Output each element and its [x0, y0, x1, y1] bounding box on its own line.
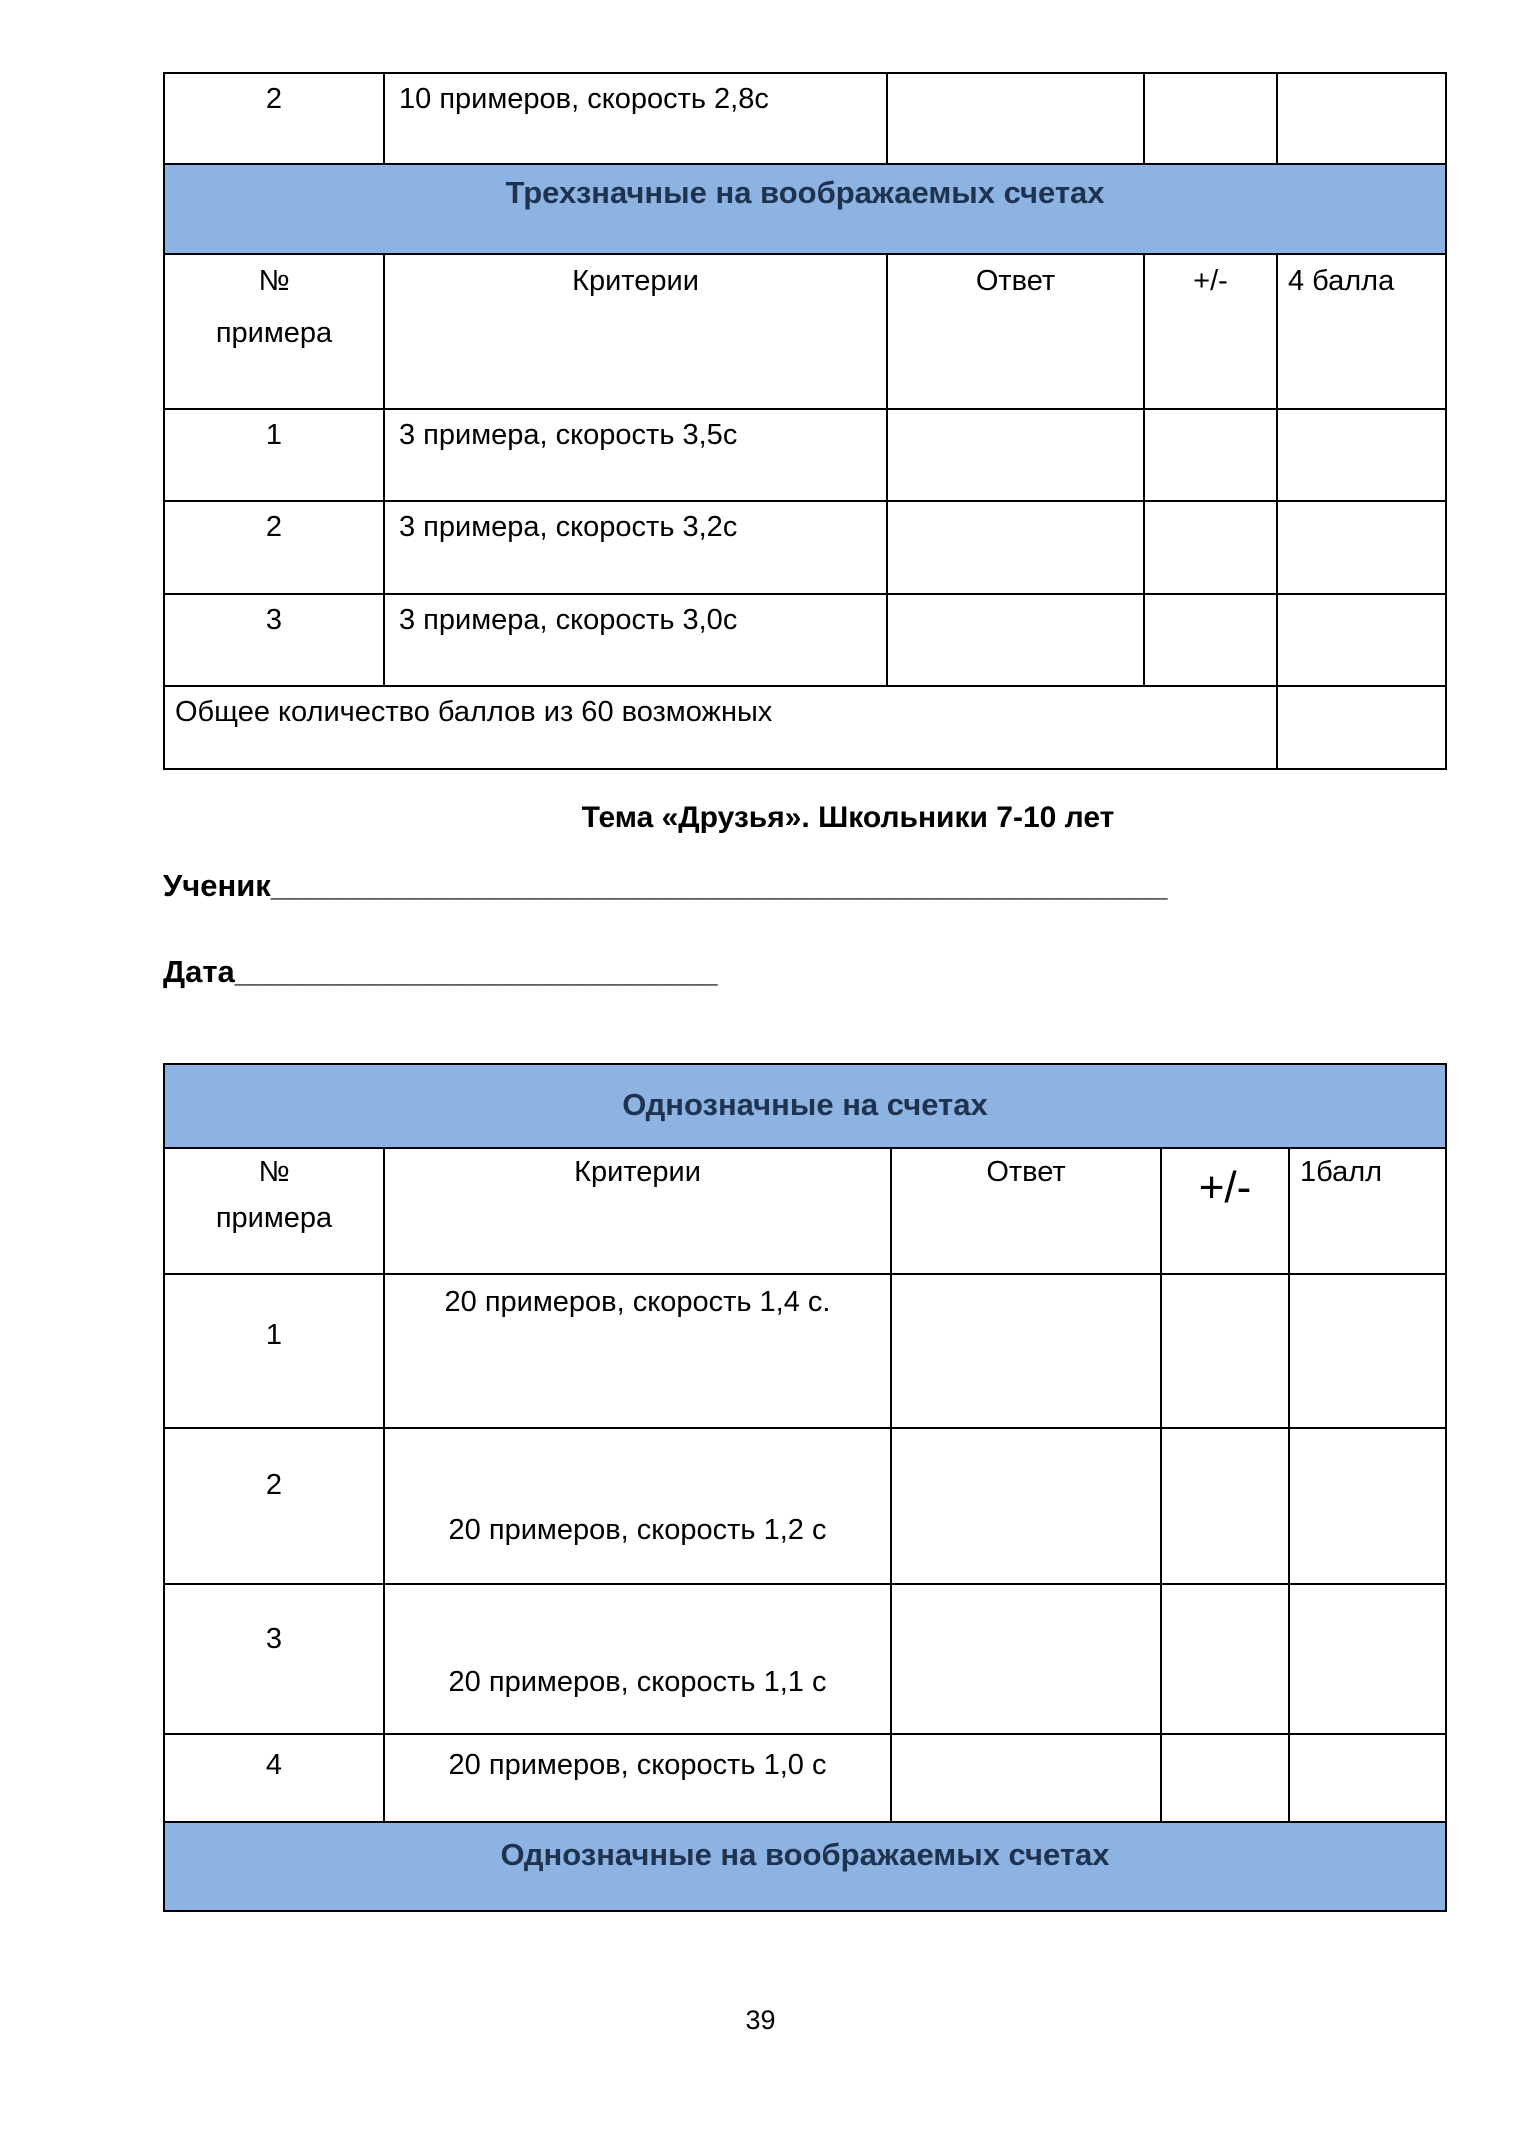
- student-line: [163, 866, 1167, 906]
- criteria-cell: 20 примеров, скорость 1,0 с: [384, 1734, 891, 1822]
- header-answer: Ответ: [891, 1148, 1161, 1274]
- table-row: [164, 1428, 1446, 1584]
- plus-minus-cell: [1161, 1734, 1289, 1822]
- answer-cell: [887, 594, 1144, 686]
- section-band-row: [164, 1064, 1446, 1148]
- header-points: 1балл: [1289, 1148, 1446, 1274]
- answer-cell: [887, 409, 1144, 501]
- answer-cell: [891, 1428, 1161, 1584]
- criteria-cell: 3 примера, скорость 3,0с: [384, 594, 887, 686]
- table-row: [164, 409, 1446, 501]
- points-cell: [1289, 1734, 1446, 1822]
- total-row: [164, 686, 1446, 769]
- student-blank: ____________________________________________________: [270, 868, 1168, 903]
- header-num-line1: №: [258, 265, 290, 297]
- answer-cell: [887, 501, 1144, 594]
- total-label-cell: Общее количество баллов из 60 возможных: [164, 686, 1277, 769]
- example-number-cell: 1: [164, 1274, 384, 1428]
- criteria-cell: 3 примера, скорость 3,5с: [384, 409, 887, 501]
- points-cell: [1289, 1274, 1446, 1428]
- example-number-cell: 2: [164, 501, 384, 594]
- header-criteria: Критерии: [384, 254, 887, 409]
- points-cell: [1289, 1428, 1446, 1584]
- points-cell: [1277, 594, 1446, 686]
- example-number-cell: 2: [164, 73, 384, 164]
- score-table-single-digit: [163, 1063, 1447, 1912]
- header-example-number: [164, 254, 384, 409]
- plus-minus-cell: [1144, 594, 1277, 686]
- answer-cell: [887, 73, 1144, 164]
- criteria-cell: 20 примеров, скорость 1,4 с.: [384, 1274, 891, 1428]
- section-band-row: [164, 1822, 1446, 1911]
- criteria-cell: 20 примеров, скорость 1,2 с: [384, 1428, 891, 1584]
- points-cell: [1277, 409, 1446, 501]
- header-criteria: Критерии: [384, 1148, 891, 1274]
- header-num-line2: примера: [215, 1202, 333, 1234]
- header-row: [164, 254, 1446, 409]
- date-blank: ____________________________: [234, 954, 718, 989]
- criteria-cell: 3 примера, скорость 3,2с: [384, 501, 887, 594]
- example-number-cell: 4: [164, 1734, 384, 1822]
- date-label: Дата: [163, 954, 235, 989]
- date-line: [163, 952, 718, 992]
- theme-title: Тема «Друзья». Школьники 7-10 лет: [581, 801, 1115, 834]
- example-number-cell: 3: [164, 594, 384, 686]
- header-plus-minus: +/-: [1161, 1148, 1289, 1274]
- points-cell: [1277, 73, 1446, 164]
- student-label: Ученик: [163, 868, 271, 903]
- table-row: [164, 501, 1446, 594]
- header-plus-minus: +/-: [1144, 254, 1277, 409]
- section-title: Однозначные на воображаемых счетах: [164, 1822, 1446, 1911]
- score-table-three-digit: [163, 72, 1447, 770]
- table-row: [164, 1734, 1446, 1822]
- criteria-cell: 20 примеров, скорость 1,1 с: [384, 1584, 891, 1734]
- section-title: Трехзначные на воображаемых счетах: [164, 164, 1446, 254]
- plus-minus-cell: [1144, 501, 1277, 594]
- points-cell: [1289, 1584, 1446, 1734]
- example-number-cell: 3: [164, 1584, 384, 1734]
- table-row: [164, 594, 1446, 686]
- header-answer: Ответ: [887, 254, 1144, 409]
- header-num-line1: №: [258, 1156, 290, 1188]
- plus-minus-cell: [1161, 1584, 1289, 1734]
- page-number: 39: [745, 2005, 776, 2035]
- example-number-cell: 1: [164, 409, 384, 501]
- header-row: [164, 1148, 1446, 1274]
- table-row: [164, 1274, 1446, 1428]
- plus-minus-cell: [1144, 73, 1277, 164]
- table-row: [164, 73, 1446, 164]
- header-example-number: [164, 1148, 384, 1274]
- answer-cell: [891, 1274, 1161, 1428]
- total-points-cell: [1277, 686, 1446, 769]
- example-number-cell: 2: [164, 1428, 384, 1584]
- points-cell: [1277, 501, 1446, 594]
- criteria-cell: 10 примеров, скорость 2,8с: [384, 73, 887, 164]
- plus-minus-cell: [1161, 1274, 1289, 1428]
- header-points: 4 балла: [1277, 254, 1446, 409]
- section-title: Однозначные на счетах: [164, 1064, 1446, 1148]
- plus-minus-cell: [1144, 409, 1277, 501]
- answer-cell: [891, 1734, 1161, 1822]
- table-row: [164, 1584, 1446, 1734]
- section-band-row: [164, 164, 1446, 254]
- answer-cell: [891, 1584, 1161, 1734]
- header-num-line2: примера: [215, 317, 333, 349]
- plus-minus-cell: [1161, 1428, 1289, 1584]
